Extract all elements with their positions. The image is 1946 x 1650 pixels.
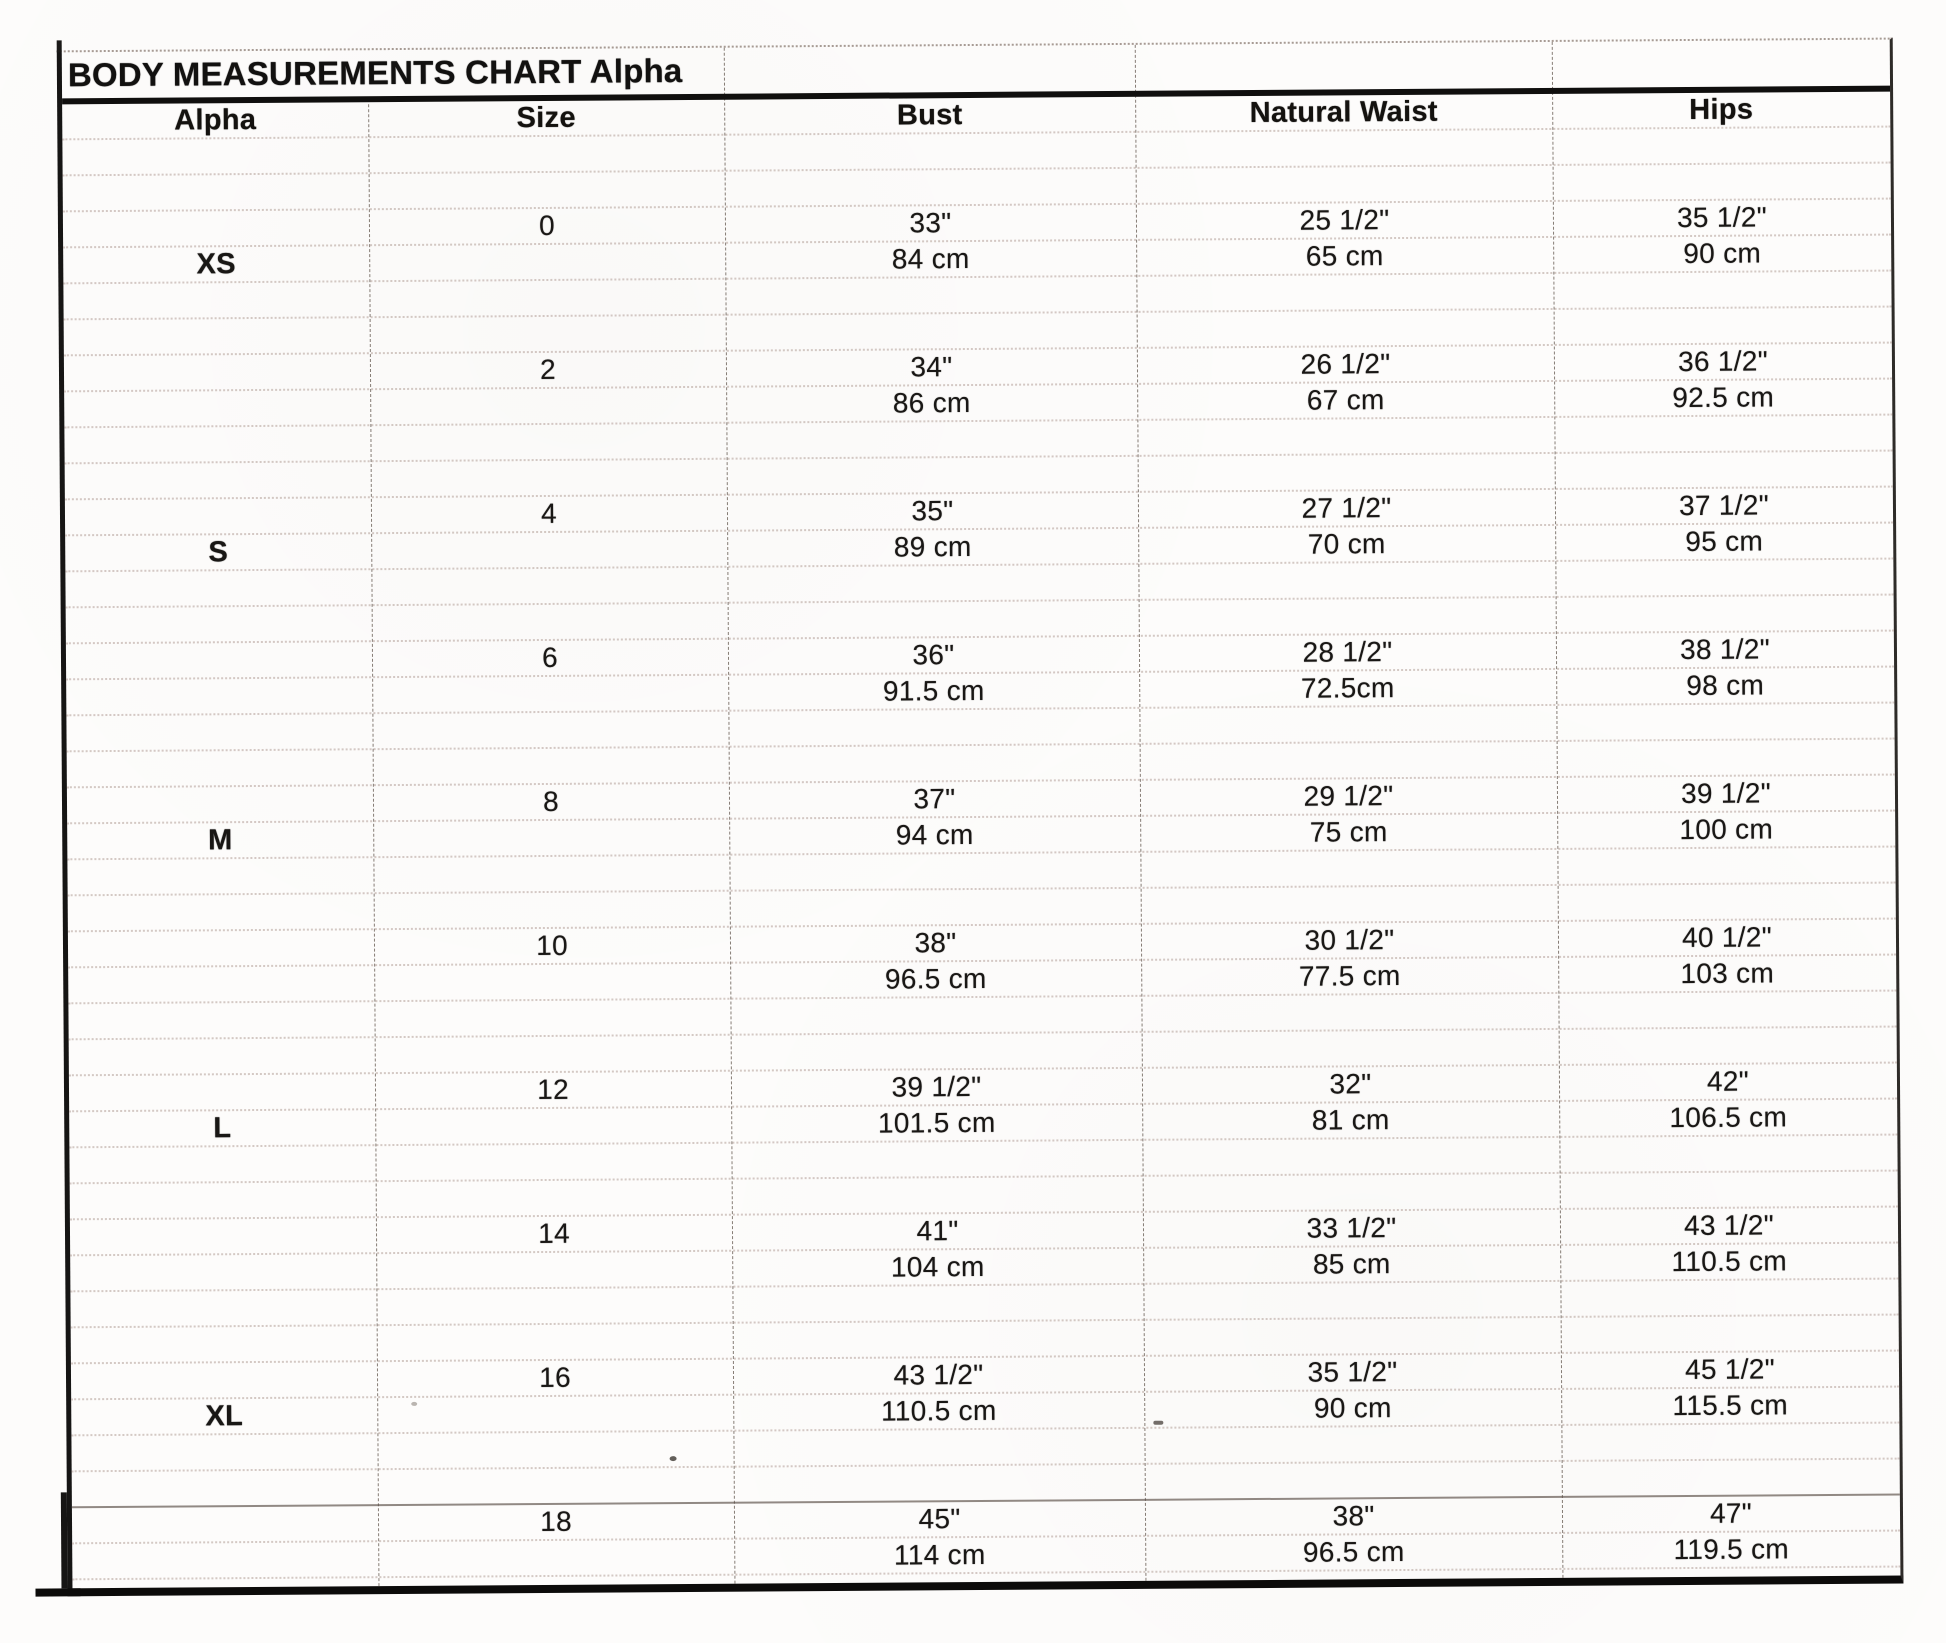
page-title: BODY MEASUREMENTS CHART Alpha [67,52,683,94]
waist-cm-cell: 96.5 cm [1302,1536,1405,1568]
header-bust: Bust [896,99,963,132]
alpha-label-xs: XS [196,248,236,281]
waist-cm-cell: 77.5 cm [1298,960,1401,992]
waist-in-cell: 32" [1329,1068,1372,1100]
size-cell: 2 [539,353,557,386]
scan-edge-artifact [61,1492,68,1588]
size-cell [374,964,730,1000]
bust-cm-cell: 84 cm [891,243,970,275]
size-cell [373,820,729,856]
waist-in-cell: 25 1/2" [1299,204,1390,236]
hips-in-cell: 35 1/2" [1676,201,1767,234]
size-cell [376,1252,732,1288]
bust-in-cell: 37" [913,783,956,815]
waist-in-cell: 29 1/2" [1303,780,1394,812]
waist-in-cell: 35 1/2" [1307,1356,1398,1388]
alpha-cell [70,1254,376,1290]
hips-cm-cell: 103 cm [1680,957,1775,990]
hips-in-cell: 47" [1709,1497,1753,1529]
waist-cm-cell: 81 cm [1311,1104,1390,1136]
alpha-cell [72,1506,378,1542]
waist-cm-cell: 85 cm [1312,1248,1391,1280]
waist-in-cell: 33 1/2" [1306,1212,1397,1244]
alpha-cell [68,966,374,1002]
hips-cm-cell: 98 cm [1686,669,1765,702]
hips-in-cell: 42" [1706,1065,1750,1097]
bust-cm-cell: 91.5 cm [882,674,985,707]
hips-cm-cell: 106.5 cm [1669,1101,1788,1134]
measurement-table [57,38,1904,1597]
hips-in-cell: 37 1/2" [1678,489,1770,522]
size-cell [372,676,728,712]
hips-cm-cell: 115.5 cm [1672,1389,1789,1422]
bust-cm-cell: 96.5 cm [884,962,987,995]
hips-cm-cell: 95 cm [1685,525,1764,558]
waist-cm-cell: 90 cm [1313,1392,1392,1424]
bust-in-cell: 34" [910,351,953,383]
header-size: Size [516,101,576,135]
alpha-cell [68,930,374,966]
bust-in-cell: 39 1/2" [891,1070,982,1103]
hips-cm-cell: 119.5 cm [1673,1533,1790,1566]
hips-in-cell: 36 1/2" [1677,345,1768,378]
hips-cm-cell: 92.5 cm [1672,381,1775,414]
waist-cm-cell: 75 cm [1309,816,1388,848]
header-natural-waist: Natural Waist [1249,95,1438,130]
size-cell [370,388,726,424]
bust-cm-cell: 101.5 cm [877,1106,996,1139]
bust-cm-cell: 104 cm [890,1250,985,1283]
size-cell: 10 [536,929,568,962]
alpha-cell [69,1074,375,1110]
alpha-cell [66,642,372,678]
alpha-label-xl: XL [205,1400,244,1433]
size-cell: 0 [538,209,556,242]
waist-in-cell: 38" [1332,1500,1375,1532]
waist-in-cell: 26 1/2" [1300,348,1391,380]
header-alpha: Alpha [174,103,257,137]
size-cell [378,1540,734,1576]
size-cell: 6 [541,641,559,674]
bust-in-cell: 38" [914,927,957,959]
bust-in-cell: 45" [918,1503,961,1535]
waist-cm-cell: 72.5cm [1300,672,1395,704]
bust-in-cell: 35" [911,495,954,527]
scan-edge-artifact [57,40,62,52]
bust-cm-cell: 94 cm [895,818,974,851]
size-cell: 12 [537,1073,569,1106]
size-cell: 8 [542,785,560,818]
waist-in-cell: 27 1/2" [1301,492,1392,524]
bust-cm-cell: 110.5 cm [880,1394,997,1427]
size-cell: 16 [539,1361,572,1394]
size-cell [377,1396,733,1432]
alpha-label-m: M [207,824,233,857]
header-hips: Hips [1689,93,1754,126]
waist-cm-cell: 67 cm [1306,384,1385,416]
hips-in-cell: 39 1/2" [1680,777,1772,810]
size-cell: 18 [540,1505,573,1538]
size-cell: 4 [540,497,558,530]
hips-in-cell: 40 1/2" [1681,921,1773,954]
hips-in-cell: 45 1/2" [1684,1353,1776,1386]
waist-cm-cell: 65 cm [1305,240,1384,272]
hips-cm-cell: 100 cm [1679,813,1774,846]
size-cell [371,532,727,568]
size-cell: 14 [538,1217,570,1250]
scan-edge-artifact [35,1588,80,1596]
alpha-cell [64,390,370,426]
alpha-cell [66,678,372,714]
alpha-cell [67,786,373,822]
bust-in-cell: 36" [912,639,955,671]
alpha-cell [63,210,369,246]
size-cell [369,244,725,280]
hips-cm-cell: 110.5 cm [1671,1245,1788,1278]
alpha-label-s: S [208,536,229,569]
alpha-cell [65,498,371,534]
hips-in-cell: 43 1/2" [1683,1209,1775,1242]
bust-cm-cell: 114 cm [893,1538,986,1571]
alpha-cell [72,1542,378,1578]
bust-in-cell: 41" [916,1215,959,1247]
alpha-cell [64,354,370,390]
bust-cm-cell: 89 cm [893,531,972,563]
waist-in-cell: 30 1/2" [1304,924,1395,956]
alpha-label-l: L [213,1112,232,1145]
bust-in-cell: 33" [909,207,952,239]
size-cell [375,1108,731,1144]
hips-cm-cell: 90 cm [1683,237,1762,270]
bust-in-cell: 43 1/2" [893,1358,984,1391]
waist-cm-cell: 70 cm [1307,528,1386,560]
alpha-cell [71,1362,377,1398]
alpha-cell [70,1218,376,1254]
waist-in-cell: 28 1/2" [1302,636,1393,668]
hips-in-cell: 38 1/2" [1679,633,1771,666]
bust-cm-cell: 86 cm [892,387,971,419]
